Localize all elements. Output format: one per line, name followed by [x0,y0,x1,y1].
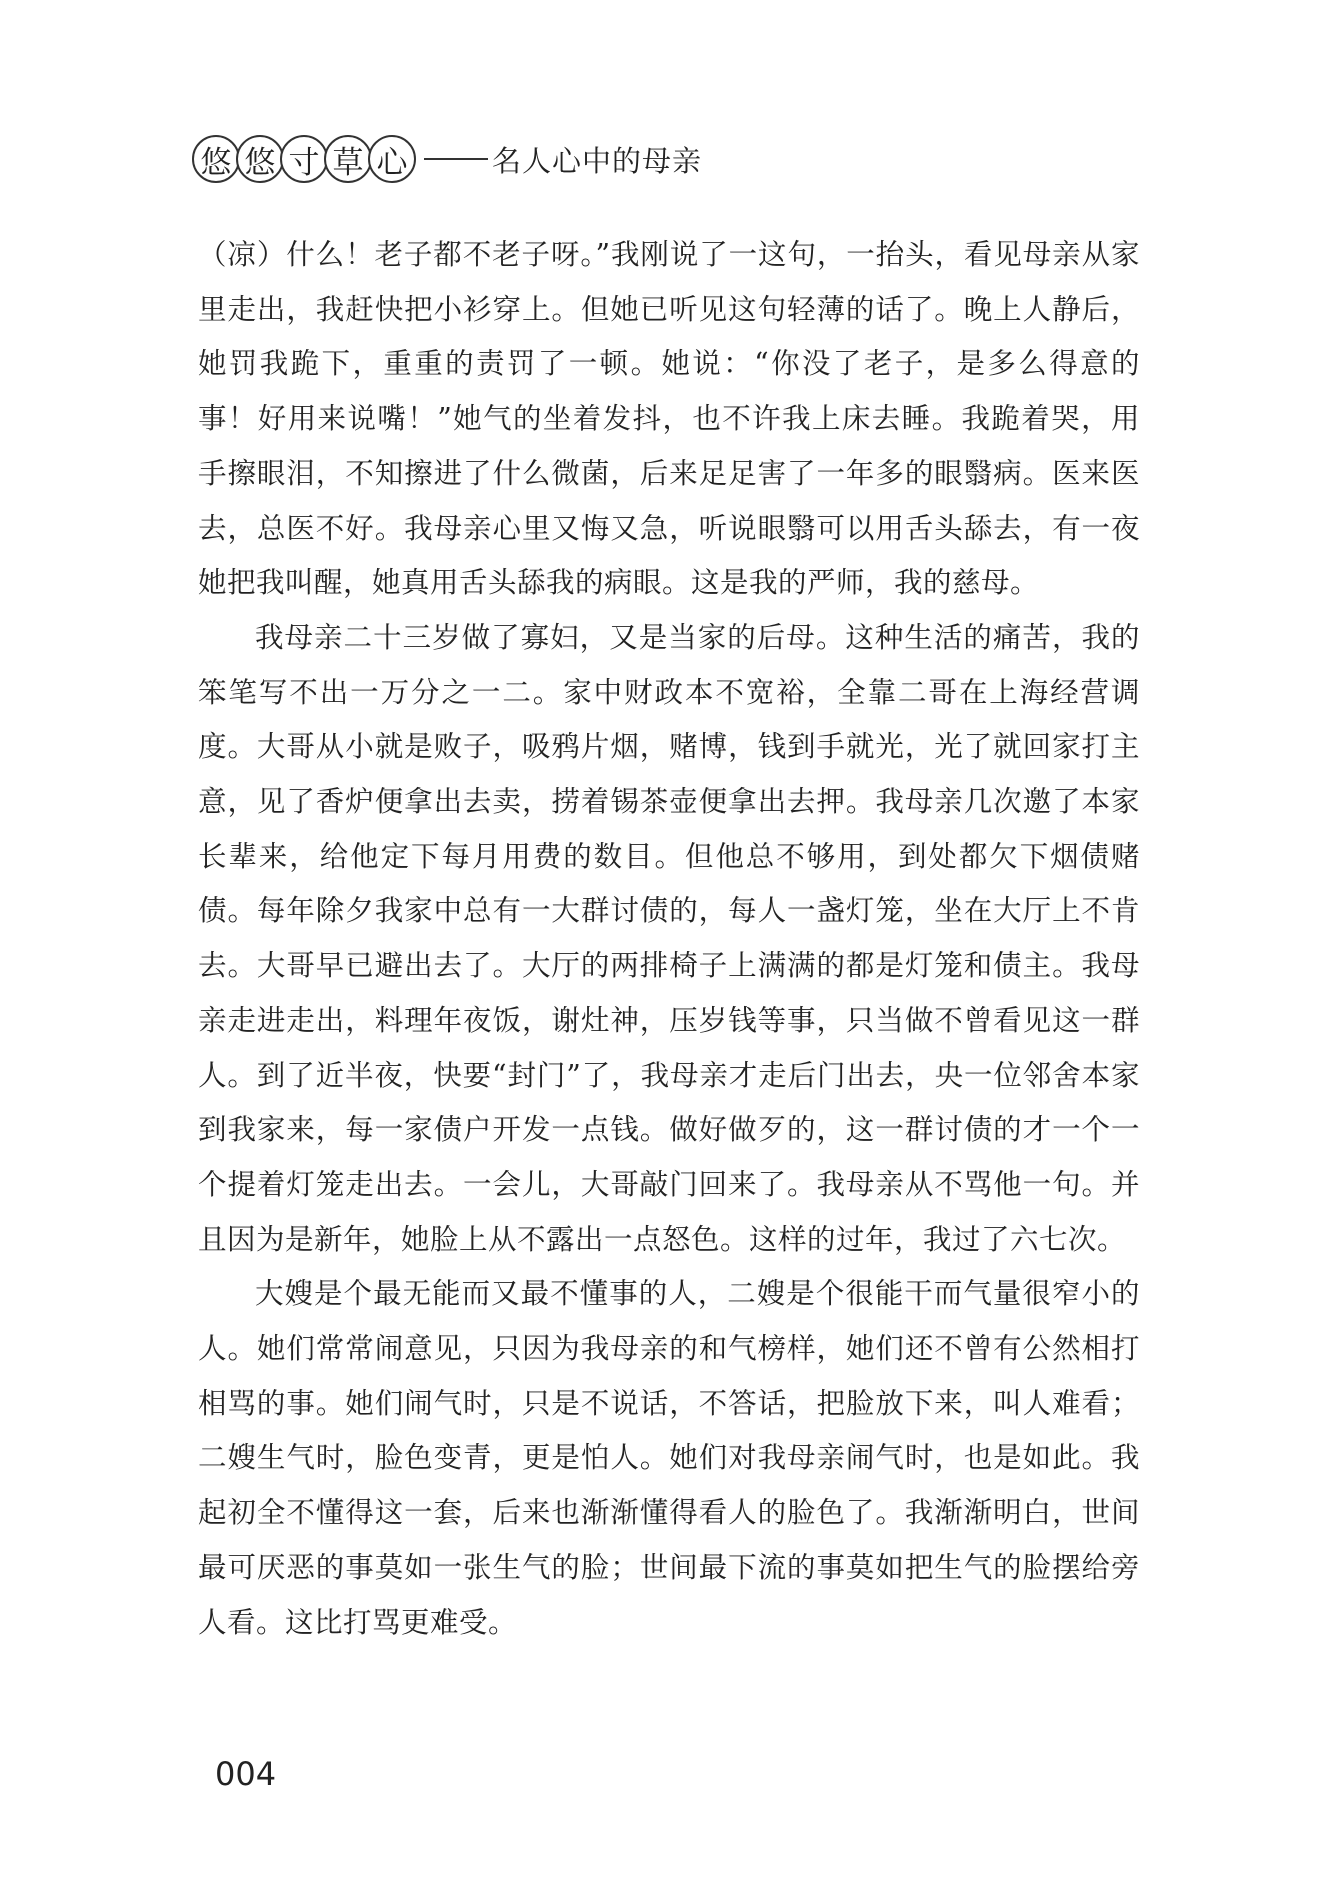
header-title-char: 寸 [280,135,328,183]
header-dash [424,158,488,160]
page-number: 004 [215,1755,277,1793]
header-title-char: 草 [324,135,372,183]
header-title-char: 悠 [192,135,240,183]
running-header [192,130,702,188]
paragraph: 大嫂是个最无能而又最不懂事的人，二嫂是个很能干而气量很窄小的人。她们常常闹意见，只因为我母亲的和气榜样，她们还不曾有公然相打相骂的事。她们闹气时，只是不说话，不答话，把脸放下来，叫人难看；二嫂生气时，脸色变青，更是怕人。她们对我母亲闹气时，也是如此。我起初全不懂得这一套，后来也渐渐懂得看人的脸色了。我渐渐明白，世间最可厌恶的事莫如一张生气的脸；世间最下流的事莫如把生气的脸摆给旁人看。这比打骂更难受。 [198,1277,1140,1639]
header-title-char: 悠 [236,135,284,183]
page-body [198,228,1140,1650]
header-title-char: 心 [368,135,416,183]
paragraph: （凉）什么！老子都不老子呀。”我刚说了一这句，一抬头，看见母亲从家里走出，我赶快把小衫穿上。但她已听见这句轻薄的话了。晚上人静后，她罚我跪下，重重的责罚了一顿。她说：“你没了老子，是多么得意的事！好用来说嘴！”她气的坐着发抖，也不许我上床去睡。我跪着哭，用手擦眼泪，不知擦进了什么微菌，后来足足害了一年多的眼翳病。医来医去，总医不好。我母亲心里又悔又急，听说眼翳可以用舌头舔去，有一夜她把我叫醒，她真用舌头舔我的病眼。这是我的严师，我的慈母。 [198,238,1140,600]
header-subtitle: 名人心中的母亲 [492,143,703,178]
paragraph: 我母亲二十三岁做了寡妇，又是当家的后母。这种生活的痛苦，我的笨笔写不出一万分之一二。家中财政本不宽裕，全靠二哥在上海经营调度。大哥从小就是败子，吸鸦片烟，赌博，钱到手就光，光了就回家打主意，见了香炉便拿出去卖，捞着锡茶壶便拿出去押。我母亲几次邀了本家长辈来，给他定下每月用费的数目。但他总不够用，到处都欠下烟债赌债。每年除夕我家中总有一大群讨债的，每人一盏灯笼，坐在大厅上不肯去。大哥早已避出去了。大厅的两排椅子上满满的都是灯笼和债主。我母亲走进走出，料理年夜饭，谢灶神，压岁钱等事，只当做不曾看见这一群人。到了近半夜，快要“封门”了，我母亲才走后门出去，央一位邻舍本家到我家来，每一家债户开发一点钱。做好做歹的，这一群讨债的才一个一个提着灯笼走出去。一会儿，大哥敲门回来了。我母亲从不骂他一句。并且因为是新年，她脸上从不露出一点怒色。这样的过年，我过了六七次。 [198,620,1140,1256]
